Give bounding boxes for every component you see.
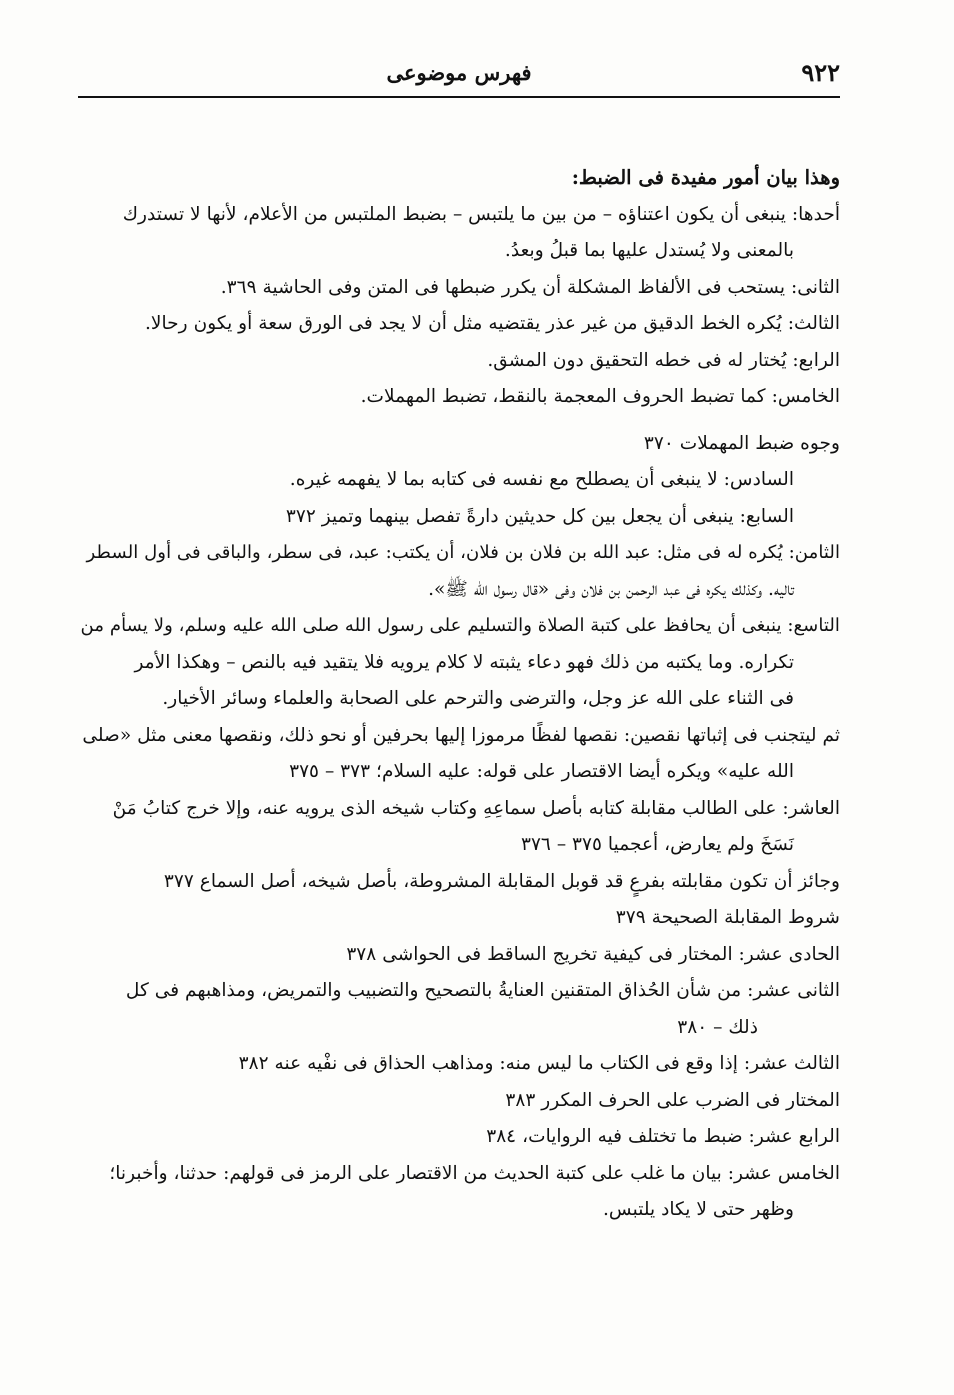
index-entry: الثالث: يُكره الخط الدقيق من غير عذر يقتضيه مثل أن لا يجد فى الورق سعة أو يكون رحالا. (145, 313, 840, 334)
index-entry: المختار فى الضرب على الحرف المكرر ٣٨٣ (505, 1089, 840, 1111)
index-entry-continuation: تاليه. وكذلك يكره فى عبد الرحمن بن فلان وفى «قال رسول الله ﷺ». (428, 578, 794, 600)
index-entry: أحدها: ينبغى أن يكون اعتناؤه – من بين ما يلتبس – بضبط الملتبس من الأعلام، لأنها لا تستدرك (122, 203, 840, 225)
index-entry: الحادى عشر: المختار فى كيفية تخريج الساقط فى الحواشى ٣٧٨ (346, 943, 840, 965)
index-entry: وجائز أن تكون مقابلته بفرعٍ قد قوبل المقابلة المشروطة، بأصل شيخه، أصل السماع ٣٧٧ (163, 870, 840, 892)
index-entry-continuation: نَسَخَ ولم يعارض، أعجميا ٣٧٥ – ٣٧٦ (520, 834, 794, 855)
index-entry: الثانى عشر: من شأن الحُذاق المتقنين العنايةُ بالتصحيح والتضبيب والتمريض، ومذاهبهم فى كل (125, 980, 840, 1001)
page-header (78, 52, 840, 96)
header-divider (78, 96, 840, 98)
index-entry: السادس: لا ينبغى أن يصطلح مع نفسه فى كتابه بما لا يفهمه غيره. (289, 469, 794, 490)
index-entry-continuation: بالمعنى ولا يُستدل عليها بما قبلُ وبعدُ. (504, 240, 794, 261)
running-title: فهرس موضوعى (386, 60, 532, 85)
index-entry-continuation: تكراره. وما يكتبه من ذلك فهو دعاء يثبته لا كلام يرويه فلا يتقيد فيه بالنص – وهكذا الأمر (134, 651, 794, 673)
index-entry: الخامس: كما تضبط الحروف المعجمة بالنقط، تضبط المهملات. (360, 386, 840, 407)
index-entry: الثانى: يستحب فى الألفاظ المشكلة أن يكرر ضبطها فى المتن وفى الحاشية ٣٦٩. (220, 276, 840, 298)
index-subheading: وجوه ضبط المهملات ٣٧٠ (643, 432, 840, 454)
section-heading: وهذا بيان أمور مفيدة فى الضبط: (571, 166, 840, 189)
page-number: ٩٢٢ (801, 58, 840, 87)
index-entry: الثالث عشر: إذا وقع فى الكتاب ما ليس منه: ومذاهب الحذاق فى نفْيه عنه ٣٨٢ (238, 1053, 840, 1074)
index-entry: التاسع: ينبغى أن يحافظ على كتبة الصلاة والتسليم على رسول الله صلى الله عليه وسلم، ولا يسأم من (80, 615, 840, 636)
index-entry: الرابع: يُختار له فى خطه التحقيق دون المشق. (487, 349, 840, 371)
index-entry: السابع: ينبغى أن يجعل بين كل حديثين دارةً تفصل بينهما وتميز ٣٧٢ (285, 505, 794, 527)
index-entry-continuation: فى الثناء على الله عز وجل، والترضى والترحم على الصحابة والعلماء وسائر الأخيار. (162, 688, 794, 709)
index-entry: ثم ليتجنب فى إثباتها نقصين: نقصها لفظًا مرموزا إليها بحرفين أو نحو ذلك، ونقصها معنى مثل «صلى (82, 724, 840, 746)
index-entry: الرابع عشر: ضبط ما تختلف فيه الروايات، ٣٨٤ (486, 1126, 840, 1147)
index-entry: الخامس عشر: بيان ما غلب على كتبة الحديث من الاقتصار على الرمز فى قولهم: حدثنا، وأخبرنا؛ (109, 1162, 840, 1184)
index-entry: شروط المقابلة الصحيحة ٣٧٩ (615, 907, 840, 928)
index-entry: الثامن: يُكره له فى مثل: عبد الله بن فلان بن فلان، أن يكتب: عبد، فى سطر، والباقى فى أول السطر (86, 542, 840, 563)
index-content (78, 160, 840, 1229)
index-entry-continuation: ذلك – ٣٨٠ (677, 1016, 758, 1038)
index-entry-continuation: وظهر حتى لا يكاد يلتبس. (602, 1199, 794, 1220)
index-entry: العاشر: على الطالب مقابلة كتابه بأصل سماعِهِ وكتاب شيخه الذى يرويه عنه، وإلا خرج كتابُ مَنْ (112, 797, 840, 819)
index-entry-continuation: الله عليه» ويكره أيضا الاقتصار على قوله: عليه السلام؛ ٣٧٣ – ٣٧٥ (289, 761, 794, 782)
